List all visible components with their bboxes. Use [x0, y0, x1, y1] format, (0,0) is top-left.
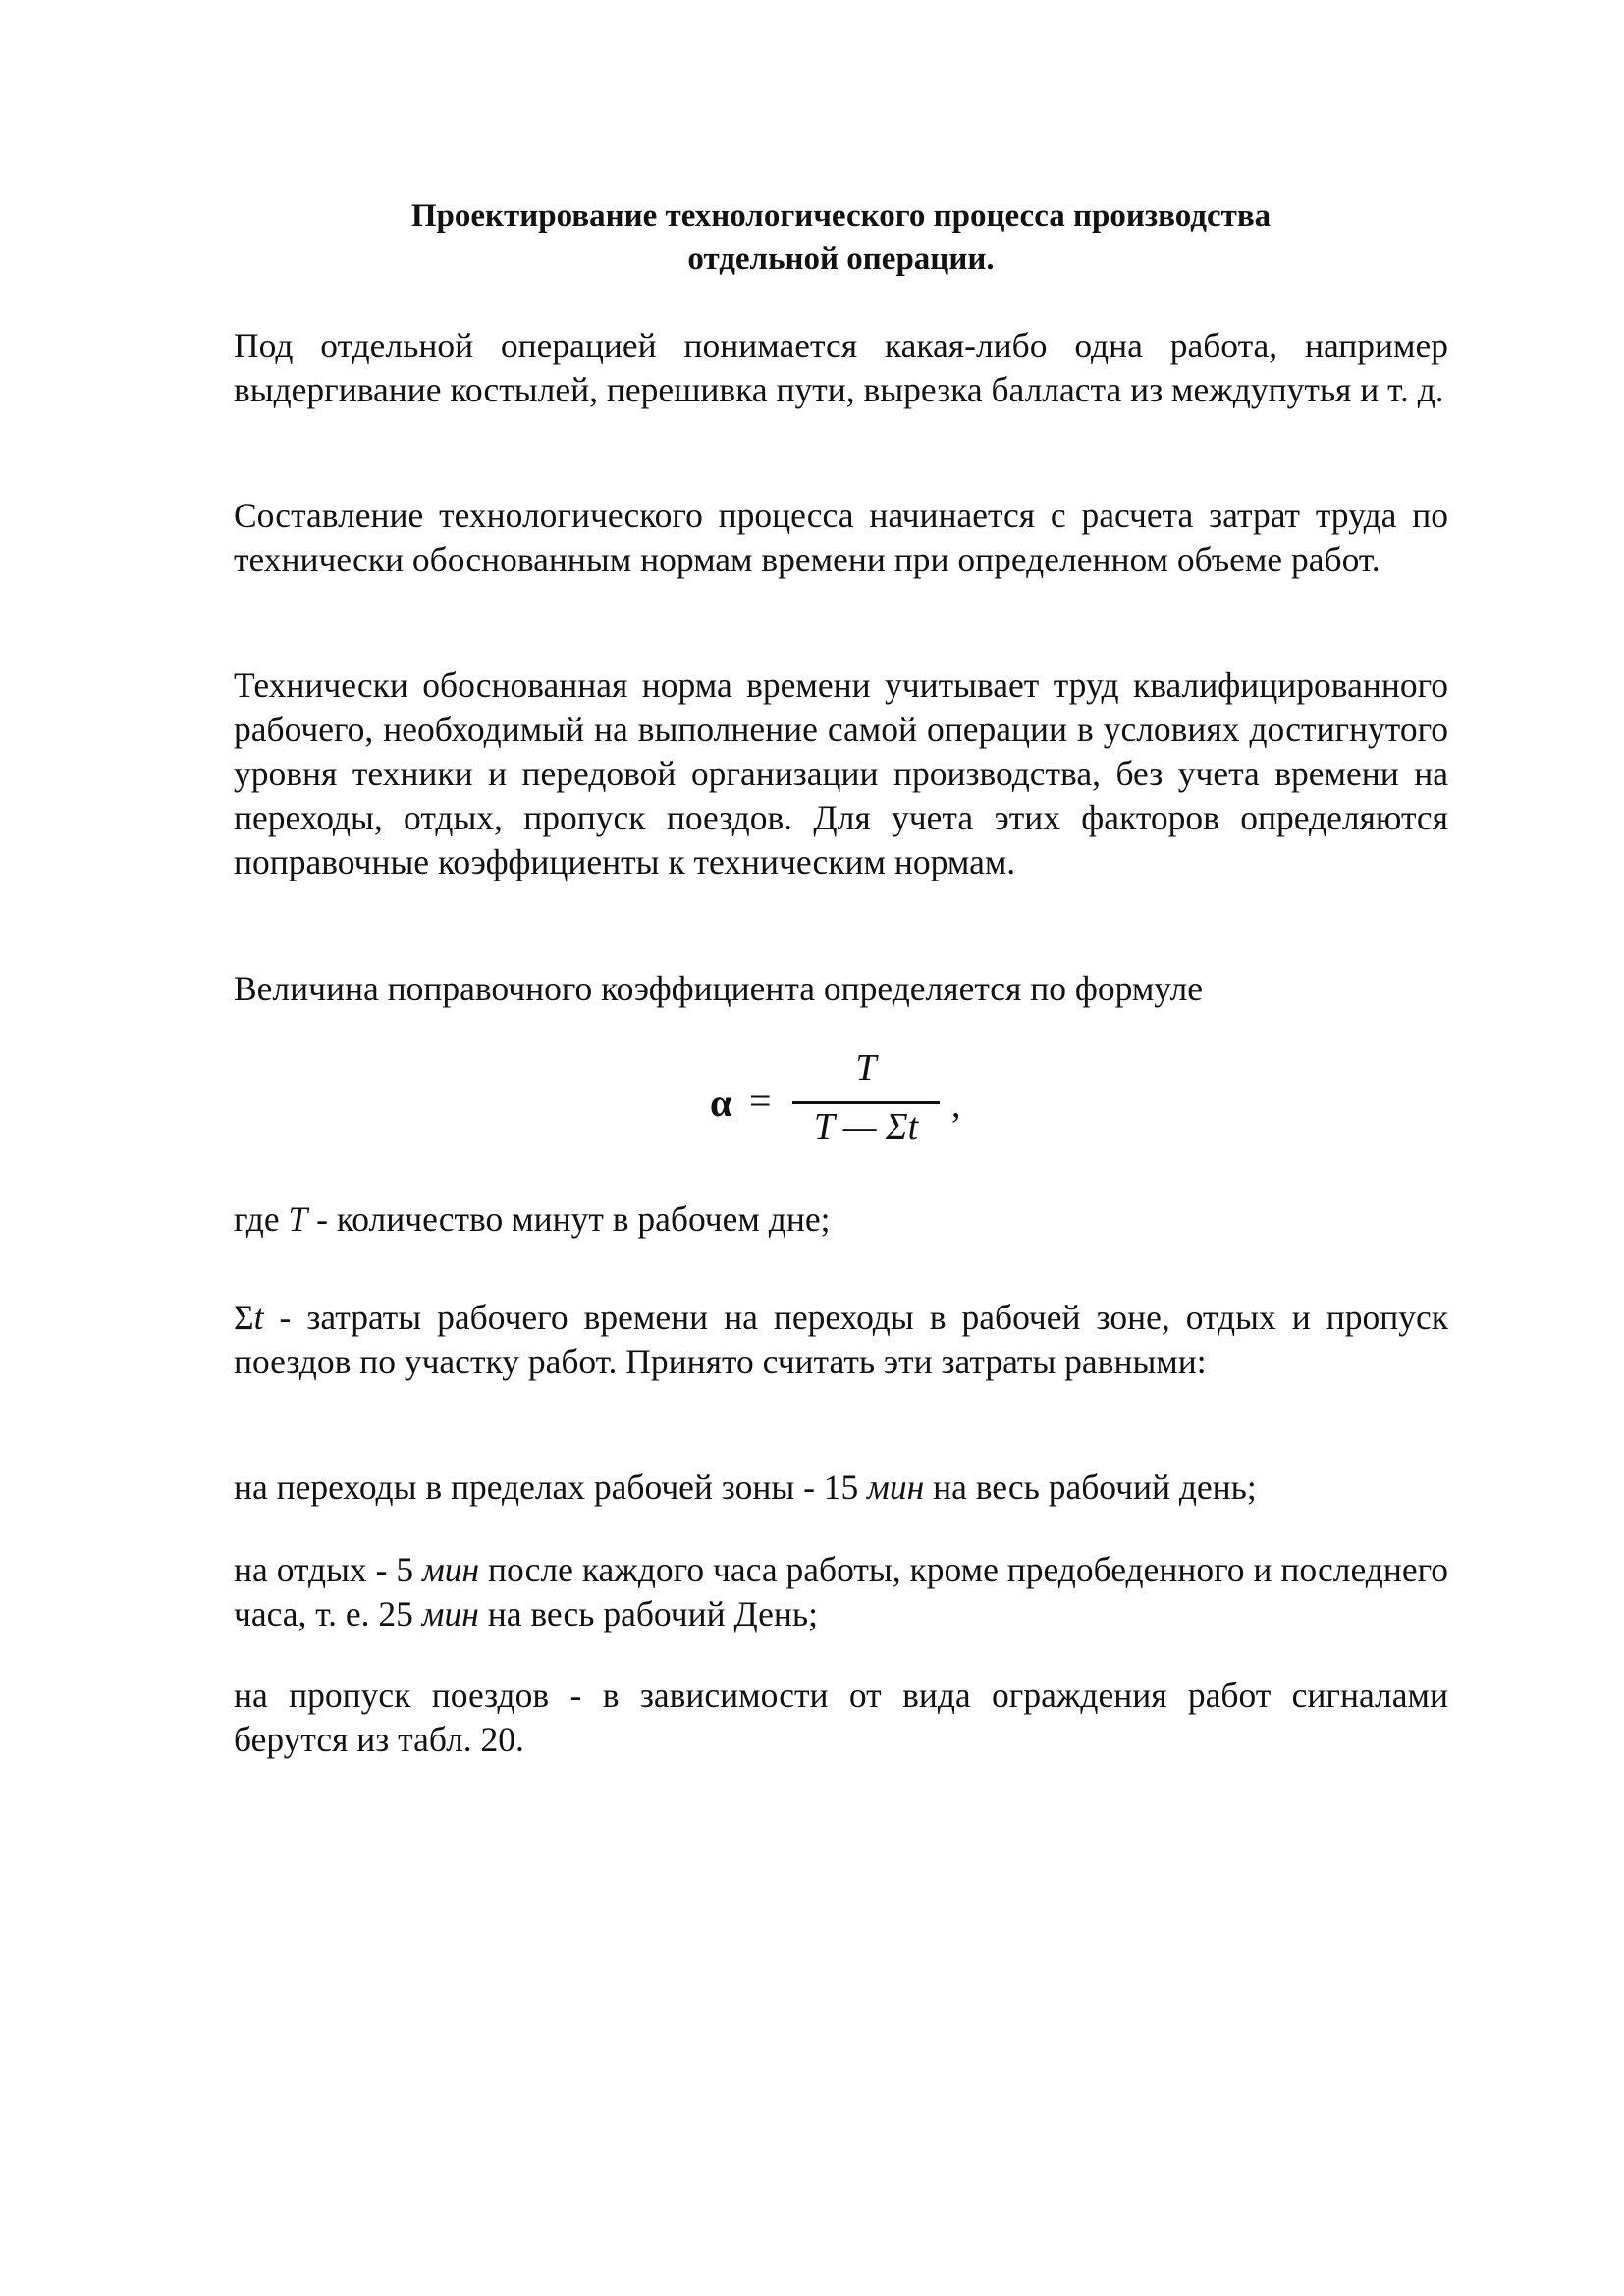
item-transitions-text-a: на переходы в пределах рабочей зоны - 15	[234, 1468, 868, 1507]
formula-fraction-bar	[792, 1101, 940, 1104]
formula-alpha: α	[710, 1081, 732, 1125]
item-rest-text-c: на весь рабочий День;	[478, 1594, 818, 1633]
formula-comma: ,	[951, 1085, 961, 1126]
paragraph-formula-intro: Величина поправочного коэффициента определяется по формуле	[234, 969, 1203, 1008]
title-line-1: Проектирование технологического процесса производства	[410, 198, 1272, 234]
item-transitions-unit: мин	[867, 1468, 925, 1507]
definition-T-symbol: T	[288, 1200, 308, 1239]
definition-sum-t	[234, 1296, 1448, 1384]
paragraph-definition: Под отдельной операцией понимается какая-либо одна работа, например выдергивание костылей, перешивка пути, вырезка балласта из междупутья и т. д.	[234, 326, 1448, 409]
definition-sum-var: t	[253, 1298, 264, 1337]
document-title	[234, 194, 1448, 281]
definition-sum-text: - затраты рабочего времени на переходы в рабочей зоне, отдых и пропуск поездов по участку работ. Принято считать эти затраты равными:	[234, 1298, 1448, 1381]
formula-equals: =	[749, 1079, 772, 1123]
definition-T	[234, 1198, 1448, 1242]
item-transitions-text-b: на весь рабочий день;	[924, 1468, 1257, 1507]
item-rest-unit-1: мин	[422, 1550, 480, 1589]
title-line-2: отдельной операции.	[687, 241, 995, 277]
definition-T-prefix: где	[234, 1200, 289, 1239]
definition-sum-symbol: Σ	[234, 1298, 254, 1337]
item-rest-text-a: на отдых - 5	[234, 1550, 423, 1589]
item-rest-unit-2: мин	[421, 1594, 479, 1633]
formula-numerator: T	[855, 1047, 877, 1089]
item-rest-text-b: после каждого часа работы, кроме предобеденного и последнего часа, т. е. 25	[234, 1550, 1448, 1633]
correction-coefficient-formula	[710, 1044, 1024, 1162]
definition-T-text: - количество минут в рабочем дне;	[307, 1200, 831, 1239]
formula-denominator: T — Σt	[813, 1106, 919, 1148]
formula-fraction	[792, 1044, 940, 1162]
item-rest	[234, 1548, 1448, 1636]
item-transitions	[234, 1466, 1448, 1510]
paragraph-process-composition: Составление технологического процесса начинается с расчета затрат труда по технически обоснованным нормам времени при определенном объеме работ.	[234, 496, 1448, 579]
item-train-passage: на пропуск поездов - в зависимости от вида ограждения работ сигналами берутся из табл. 20.	[234, 1676, 1448, 1759]
paragraph-time-norm: Технически обоснованная норма времени учитывает труд квалифицированного рабочего, необходимый на выполнение самой операции в условиях достигнутого уровня техники и передовой организации производства, без учета времени на переходы, отдых, пропуск поездов. Для учета этих факторов определяются поправочные коэффициенты к техническим нормам.	[234, 666, 1448, 881]
